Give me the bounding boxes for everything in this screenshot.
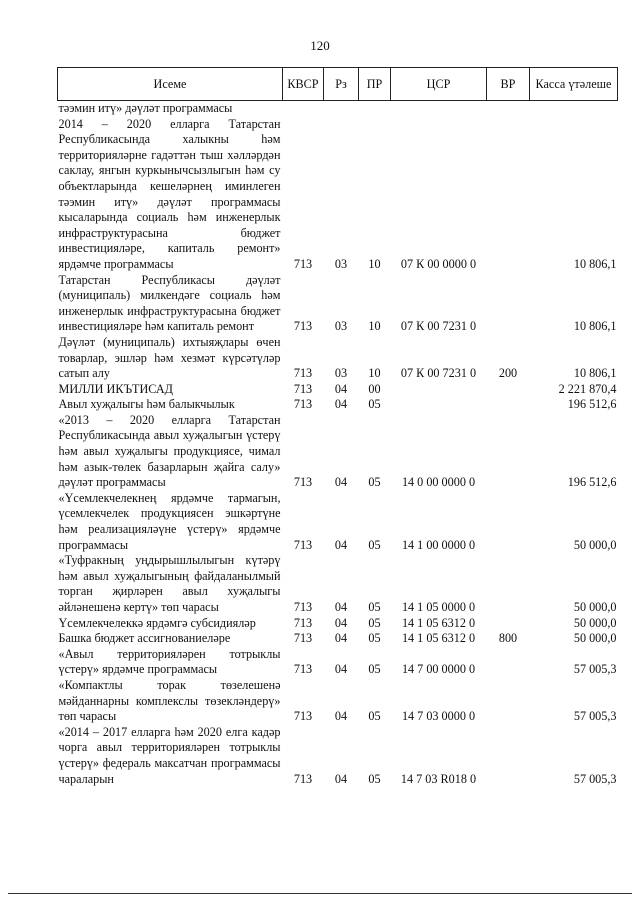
row-kvsr: 713 <box>293 366 313 381</box>
row-csr: 14 1 05 6312 0 <box>401 631 476 646</box>
row-csr: 14 0 00 0000 0 <box>401 475 476 490</box>
row-name: «Үсемлекчелекнең ярдәмче тармагын, үсемлекчелек продукциясен эшкәртүне һәм реализацияләүне үстерү» ярдәмче программасы <box>58 490 281 552</box>
row-name: Татарстан Республикасы дәүләт (муниципаль) милкендәге социаль һәм инженерлык инфраструктурасына бюджет инвестицияләре һәм капиталь ремонт <box>58 272 281 334</box>
table-row <box>58 397 618 413</box>
row-amount: 57 005,3 <box>573 771 617 786</box>
row-rz: 04 <box>334 381 348 396</box>
row-name: Дәүләт (муниципаль) ихтыяҗлары өчен товарлар, эшләр һәм хезмәт күрсәтүләр сатып алу <box>58 334 281 381</box>
header-csr: ЦСР <box>391 68 487 101</box>
row-pr: 10 <box>368 256 381 271</box>
row-name: 2014 – 2020 елларга Татарстан Республикасында халыкны һәм территорияләрне гадәттән тыш хәлләрдән саклау, янгын куркынычсызлыгын һәм су объектларында кешеләрнең иминлеген тәэмин итү» дәүләт программасы кысаларында социаль һәм инженерлык инфраструктурасына бюджет инвестицияләре, капиталь ремонт» ярдәмче программасы <box>58 116 281 271</box>
row-csr: 14 1 05 0000 0 <box>401 600 476 614</box>
row-rz: 03 <box>334 366 348 381</box>
row-csr: 07 К 00 0000 0 <box>400 256 477 271</box>
row-pr: 05 <box>368 615 381 630</box>
row-pr: 10 <box>368 366 381 381</box>
row-pr: 05 <box>368 631 381 646</box>
row-rz: 04 <box>334 475 348 490</box>
row-name: «Авыл территорияләрен тотрыклы үстерү» ярдәмче программасы <box>58 646 281 677</box>
row-pr: 00 <box>368 381 381 396</box>
row-name: «2013 – 2020 елларга Татарстан Республикасында авыл хуҗалыгын үстерү һәм авыл хуҗалыгы продукциясе, чимал һәм азык-төлек базарларын җайга салу» дәүләт программасы <box>58 412 281 490</box>
row-name: «Компактлы торак төзелешенә мәйданнарны комплекслы төзекләндерү» төп чарасы <box>58 677 281 724</box>
row-amount: 50 000,0 <box>573 537 617 552</box>
row-name: МИЛЛИ ИКЪТИСАД <box>58 381 173 396</box>
row-amount: 10 806,1 <box>573 366 617 381</box>
table-row <box>58 678 618 725</box>
row-rz <box>324 101 359 117</box>
row-rz: 04 <box>334 631 348 646</box>
row-csr <box>391 397 487 413</box>
row-pr: 10 <box>368 319 381 334</box>
row-vr <box>487 553 530 615</box>
row-amount: 10 806,1 <box>573 319 617 334</box>
row-kvsr: 713 <box>293 256 313 271</box>
row-csr: 14 7 03 R018 0 <box>400 771 477 786</box>
row-kvsr <box>283 101 324 117</box>
row-kvsr: 713 <box>293 475 313 490</box>
row-rz: 04 <box>334 600 348 614</box>
row-vr <box>487 382 530 398</box>
row-amount: 196 512,6 <box>567 475 617 490</box>
page-number: 120 <box>310 38 330 53</box>
row-rz: 04 <box>334 771 348 786</box>
row-name: «Туфракның уңдырышлылыгын күтәрү һәм авыл хуҗалыгының файдаланылмый торган җирләрен авыл хуҗалыгы әйләнешенә кертү» төп чарасы <box>58 553 281 614</box>
table-row <box>58 335 618 382</box>
row-kvsr: 713 <box>293 381 313 396</box>
header-name: Исеме <box>58 68 283 101</box>
row-pr: 05 <box>368 475 381 490</box>
row-csr: 14 1 00 0000 0 <box>401 537 476 552</box>
row-vr <box>487 647 530 678</box>
row-vr: 800 <box>498 631 518 646</box>
row-amount: 10 806,1 <box>573 256 617 271</box>
table-row <box>58 382 618 398</box>
row-kvsr: 713 <box>293 709 313 724</box>
row-name: «2014 – 2017 елларга һәм 2020 елга кадәр чорга авыл территорияләрен тотрыклы үстерү» федераль максатчан программасы чараларын <box>58 724 281 786</box>
row-amount: 57 005,3 <box>573 709 617 724</box>
row-vr <box>487 117 530 273</box>
row-vr <box>487 678 530 725</box>
row-amount: 57 005,3 <box>573 662 617 677</box>
budget-table <box>57 67 618 787</box>
row-kvsr: 713 <box>293 615 313 630</box>
row-pr <box>359 101 391 117</box>
bottom-rule <box>8 893 632 894</box>
row-kvsr: 713 <box>293 631 313 646</box>
row-amount: 50 000,0 <box>573 631 617 646</box>
row-kvsr: 713 <box>293 537 313 552</box>
table-row <box>58 725 618 787</box>
table-row <box>58 616 618 632</box>
row-pr: 05 <box>368 662 381 677</box>
row-kvsr: 713 <box>293 600 313 614</box>
row-amount: 196 512,6 <box>567 397 617 412</box>
row-name: Башка бюджет ассигнованиеләре <box>58 631 231 646</box>
table-body <box>58 101 618 788</box>
row-rz: 03 <box>334 256 348 271</box>
row-vr: 200 <box>498 366 518 381</box>
row-vr <box>487 101 530 117</box>
row-vr <box>487 273 530 335</box>
row-csr: 07 К 00 7231 0 <box>400 366 477 381</box>
table-row <box>58 413 618 491</box>
row-kvsr: 713 <box>293 662 313 677</box>
row-amount: 50 000,0 <box>573 600 617 614</box>
row-amount: 2 221 870,4 <box>558 381 617 396</box>
table-row <box>58 553 618 615</box>
row-pr: 05 <box>368 771 381 786</box>
row-pr: 05 <box>368 709 381 724</box>
row-rz: 03 <box>334 319 348 334</box>
row-kvsr: 713 <box>293 397 313 412</box>
row-rz: 04 <box>334 615 348 630</box>
row-csr: 14 1 05 6312 0 <box>401 615 476 630</box>
row-pr: 05 <box>368 600 381 614</box>
row-rz: 04 <box>334 662 348 677</box>
table-row <box>58 117 618 273</box>
header-vr: ВР <box>487 68 530 101</box>
row-rz: 04 <box>334 709 348 724</box>
table-row <box>58 647 618 678</box>
row-name: Авыл хуҗалыгы һәм балыкчылык <box>58 397 235 412</box>
row-vr <box>487 413 530 491</box>
row-rz: 04 <box>334 537 348 552</box>
row-vr <box>487 397 530 413</box>
table-row <box>58 631 618 647</box>
row-name: тәэмин итү» дәүләт программасы <box>58 101 233 115</box>
row-vr <box>487 491 530 553</box>
row-csr: 07 К 00 7231 0 <box>400 319 477 334</box>
row-amount: 50 000,0 <box>573 615 617 630</box>
row-vr <box>487 616 530 632</box>
header-pr: ПР <box>359 68 391 101</box>
row-csr <box>391 382 487 398</box>
table-row <box>58 101 618 117</box>
row-name: Үсемлекчелеккә ярдәмгә субсидияләр <box>58 615 256 630</box>
header-amount: Касса үтәлеше <box>530 68 618 101</box>
row-kvsr: 713 <box>293 319 313 334</box>
row-csr: 14 7 03 0000 0 <box>401 709 476 724</box>
row-vr <box>487 725 530 787</box>
row-rz: 04 <box>334 397 348 412</box>
row-pr: 05 <box>368 397 381 412</box>
row-kvsr: 713 <box>293 771 313 786</box>
table-header-row <box>58 68 618 101</box>
header-kvsr: КВСР <box>283 68 324 101</box>
header-rz: Рз <box>324 68 359 101</box>
table-row <box>58 491 618 553</box>
row-amount <box>530 101 618 117</box>
row-csr: 14 7 00 0000 0 <box>401 662 476 677</box>
row-pr: 05 <box>368 537 381 552</box>
table-row <box>58 273 618 335</box>
row-csr <box>391 101 487 117</box>
